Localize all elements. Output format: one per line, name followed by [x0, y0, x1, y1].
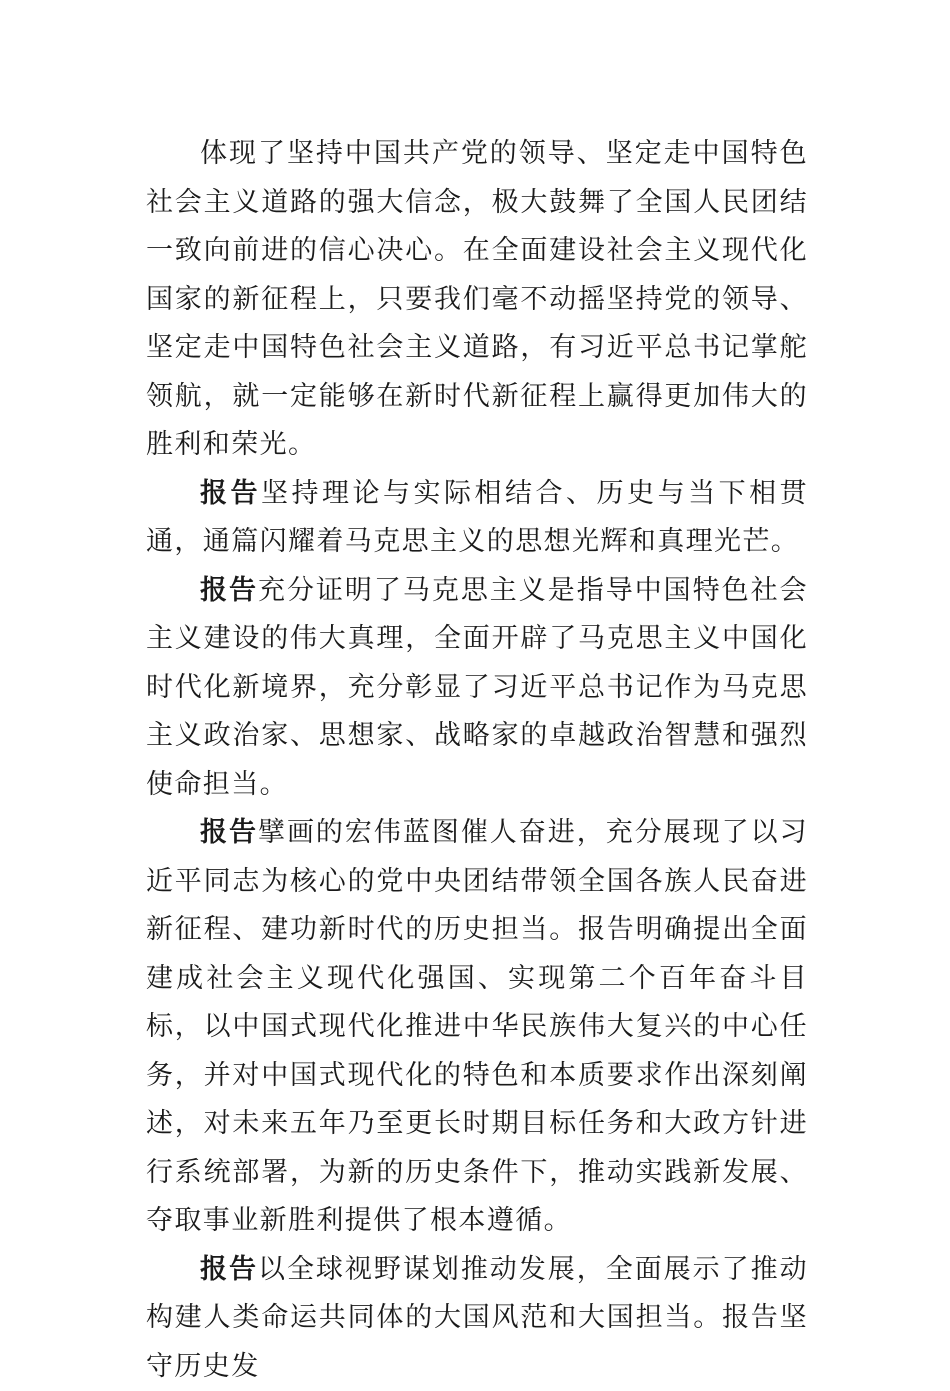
- paragraph-3: [146, 567, 808, 810]
- paragraph-lead: 报告: [200, 1254, 258, 1285]
- paragraph-text: 充分证明了马克思主义是指导中国特色社会主义建设的伟大真理，全面开辟了马克思主义中国化时代化新境界，充分彰显了习近平总书记作为马克思主义政治家、思想家、战略家的卓越政治智慧和强烈使命担当。: [146, 575, 808, 800]
- paragraph-lead: 报告: [200, 575, 258, 606]
- paragraph-text: 体现了坚持中国共产党的领导、坚定走中国特色社会主义道路的强大信念，极大鼓舞了全国人民团结一致向前进的信心决心。在全面建设社会主义现代化国家的新征程上，只要我们毫不动摇坚持党的领导、坚定走中国特色社会主义道路，有习近平总书记掌舵领航，就一定能够在新时代新征程上赢得更加伟大的胜利和荣光。: [146, 138, 808, 460]
- paragraph-lead: 报告: [200, 478, 261, 509]
- paragraph-2: [146, 470, 808, 567]
- paragraph-lead: 报告: [200, 817, 258, 848]
- paragraph-1: [146, 130, 808, 470]
- paragraph-text: 擘画的宏伟蓝图催人奋进，充分展现了以习近平同志为核心的党中央团结带领全国各族人民奋进新征程、建功新时代的历史担当。报告明确提出全面建成社会主义现代化强国、实现第二个百年奋斗目标，以中国式现代化推进中华民族伟大复兴的中心任务，并对中国式现代化的特色和本质要求作出深刻阐述，对未来五年乃至更长时期目标任务和大政方针进行系统部署，为新的历史条件下，推动实践新发展、夺取事业新胜利提供了根本遵循。: [146, 817, 808, 1236]
- document-body: [146, 130, 808, 1391]
- paragraph-text: 坚持理论与实际相结合、历史与当下相贯通，通篇闪耀着马克思主义的思想光辉和真理光芒。: [146, 478, 808, 558]
- paragraph-text: 以全球视野谋划推动发展，全面展示了推动构建人类命运共同体的大国风范和大国担当。报告坚守历史发: [146, 1254, 808, 1382]
- paragraph-4: [146, 809, 808, 1246]
- paragraph-5: [146, 1246, 808, 1391]
